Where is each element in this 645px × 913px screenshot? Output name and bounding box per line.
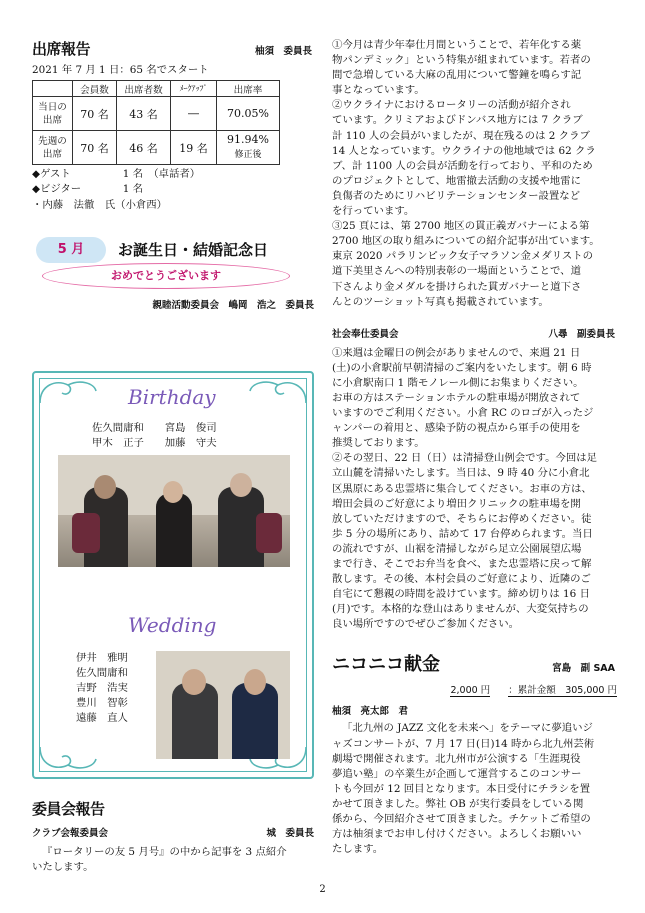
social-service-text (332, 346, 617, 633)
text-line: まで行き、そこでお弁当を食べ、また忠霊塔に戻って解 (332, 558, 592, 570)
left-column (32, 38, 314, 874)
social-service-title: 社会奉仕委員会 (332, 328, 399, 340)
text-line: トも今回が 12 回目となります。本日受付にチラシを置 (332, 782, 590, 795)
text-line: 推奨しております。 (332, 437, 425, 450)
text-line: いますのでご利用ください。小倉 RC のロゴが入ったジ (332, 407, 594, 420)
text-line: (月)です。本格的な登山はありませんが、大変気持ちの (332, 603, 589, 616)
text-line: 14 人となっています。ウクライナの他地域では 62 クラ (332, 144, 596, 157)
celebration-banner (32, 235, 314, 295)
text-line: 負傷者のためにリハビリテーションセンター設置など (332, 189, 581, 202)
month-pill: 5 月 (36, 237, 106, 263)
text-line: 放していただけますので、そちらにお停めください。徒 (332, 512, 592, 525)
attendance-date: 2021 年 7 月 1 日：65 名でスタート (32, 64, 209, 76)
text-line: ③25 頁には、第 2700 地区の貫正義ガバナーによる第 (332, 220, 590, 233)
celebration-frame (32, 371, 314, 779)
table-header (33, 81, 73, 97)
birthday-names: 佐久間庸和 宮島 俊司 甲木 正子 加藤 守夫 (92, 422, 217, 449)
text-line: に小倉駅南口 1 階モノレール側にお集まりください。 (332, 376, 584, 389)
text-line: 「北九州の JAZZ 文化を未来へ」をテーマに夢追いジ (342, 722, 593, 735)
nikoniko-text (332, 721, 617, 857)
text-line: ャンパーの着用と、感染予防の視点から軍手の使用を (332, 422, 581, 435)
total-amount: ：累計金額 305,000 円 (508, 682, 617, 697)
text-line: 間で急増している大麻の乱用について警鐘を鳴らす記 (332, 69, 582, 82)
table-cell: ― (171, 97, 217, 131)
nikoniko-header (332, 650, 617, 676)
text-line: 東京 2020 パラリンピック女子マラソン金メダリストの (332, 250, 594, 263)
text-line: 道下美里さんへの特別表彰の一場面ということで、道 (332, 265, 581, 278)
table-header: 出席率 (217, 81, 280, 97)
text-line: ①来週は金曜日の例会がありませんので、来週 21 日 (332, 346, 581, 359)
committee-report-text: 『ロータリーの友 5 月号』の中から記事を 3 点紹介 いたします。 (32, 846, 287, 874)
text-line: 立山麓を清掃いたします。当日は、9 時 40 分に小倉北 (332, 467, 590, 480)
visitor-name: ・内藤 法徹 氏（小倉西） (32, 198, 168, 211)
table-cell: 91.94% 修正後 (217, 131, 280, 165)
social-service-person: 八尋 副委員長 (548, 328, 615, 340)
social-service-header (332, 326, 617, 342)
text-line: 区黒原にある忠霊塔に集合してください。お車の方は、 (332, 482, 592, 495)
table-header: ﾒｰｸｱｯﾌﾟ (171, 81, 217, 97)
text-line: 係から、今回紹介させて頂きました。チケットご希望の (332, 813, 591, 826)
table-row-label: 先週の 出席 (33, 131, 73, 165)
text-line: 方は柚須までお申し付けください。よろしくお願いい (332, 828, 582, 841)
text-line: ②その翌日、22 日（日）は清掃登山例会です。今回は足 (332, 452, 598, 465)
congrats-oval: おめでとうございます (42, 263, 290, 289)
table-cell: 70 名 (73, 97, 117, 131)
text-line: ブ、計 1100 人の会員が活動を行っており、平和のため (332, 159, 593, 172)
attendance-header (32, 38, 314, 59)
text-line: たします。 (332, 843, 384, 856)
celebration-title: お誕生日・結婚記念日 (118, 240, 269, 259)
celebration-committee: 親睦活動委員会 嶋岡 浩之 委員長 (152, 299, 314, 311)
table-cell: 46 名 (117, 131, 171, 165)
text-line: 夢追い塾」の卒業生が企画して運営するこのコンサー (332, 767, 582, 780)
text-line: 歩 5 分の場所にあり、詰めて 17 台停められます。当日 (332, 527, 593, 540)
text-line: ています。クリミアおよびドンバス地方には 7 クラブ (332, 114, 583, 127)
club-newsletter-title: クラブ会報委員会 (32, 828, 109, 839)
text-line: 良い場所ですのでぜひご参加ください。 (332, 618, 520, 631)
amount: 2,000 円 (450, 682, 490, 697)
text-line: んとのツーショット写真も掲載されています。 (332, 295, 549, 308)
text-line: ②ウクライナにおけるロータリーの活動が紹介され (332, 99, 571, 112)
club-newsletter-person: 城 委員長 (266, 828, 314, 839)
table-cell: 70.05% (217, 97, 280, 131)
ornament-icon (248, 377, 308, 405)
text-line: お車の方はステーションホテルの駐車場が開放されて (332, 391, 581, 404)
page-number: 2 (319, 884, 326, 895)
text-line: かせて頂きました。弊社 OB が実行委員をしている関 (332, 797, 584, 810)
attendance-person: 柚須 委員長 (254, 46, 312, 57)
donor-name: 柚須 亮太郎 君 (332, 706, 409, 718)
text-line: 劇場で開催されます。北九州市が公演する「生涯現役 (332, 752, 581, 765)
nikoniko-person: 宮島 副 SAA (552, 663, 615, 675)
visitor-line: ◆ビジター 1 名 (32, 183, 144, 196)
text-line: 散します。その後、本村会員のご好意により、近隣のご (332, 573, 591, 586)
table-row-label: 当日の 出席 (33, 97, 73, 131)
right-column (332, 38, 617, 857)
text-line: を行っています。 (332, 205, 415, 218)
wedding-names: 伊井 雅明 佐久間庸和 吉野 浩実 豊川 智彰 遠藤 直人 (76, 652, 128, 724)
text-line: 事となっています。 (332, 84, 425, 97)
birthday-heading: Birthday (128, 385, 216, 409)
text-line: 計 110 人の会員がいましたが、現在残るのは 2 クラブ (332, 129, 590, 142)
text-line: の流れですが、山裾を清掃しながら足立公園展望広場 (332, 542, 582, 555)
table-cell: 19 名 (171, 131, 217, 165)
text-line: ①今月は青少年奉仕月間ということで、若年化する薬 (332, 39, 582, 51)
committee-report-title: 委員会報告 (32, 800, 105, 818)
table-cell: 43 名 (117, 97, 171, 131)
guest-line: ◆ゲスト 1 名 （卓話者） (32, 168, 201, 181)
attendance-table (32, 80, 280, 165)
text-line: 自宅にて懇親の時間を設けています。締め切りは 16 日 (332, 588, 590, 601)
wedding-heading: Wedding (128, 613, 217, 637)
text-line: 増田会員のご好意により増田クリニックの駐車場を開 (332, 497, 581, 510)
text-line: 物パンデミック」という特集が組まれています。若者の (332, 54, 591, 67)
text-line: 下さんより金メダルを掛けられた貫ガバナーと道下さ (332, 280, 582, 293)
table-header: 会員数 (73, 81, 117, 97)
ornament-icon (38, 377, 98, 405)
text-line: (土)の小倉駅前早朝清掃のご案内をいたします。朝 6 時 (332, 361, 592, 374)
club-newsletter-articles (332, 38, 617, 310)
attendance-title: 出席報告 (32, 40, 91, 58)
text-line: ャズコンサートが、7 月 17 日(日)14 時から北九州芸術 (332, 737, 595, 750)
table-cell: 70 名 (73, 131, 117, 165)
table-header: 出席者数 (117, 81, 171, 97)
club-newsletter-header (32, 825, 314, 841)
amount-row (332, 682, 617, 697)
text-line: のプロジェクトとして、地雷撤去活動の支援や地雷に (332, 174, 581, 187)
committee-report (32, 798, 314, 875)
ornament-icon (38, 745, 98, 773)
nikoniko-title: ニコニコ献金 (332, 654, 440, 676)
text-line: 2700 地区の取り組みについての紹介記事が出ています。 (332, 235, 600, 248)
birthday-photo (58, 455, 290, 567)
wedding-photo (156, 651, 290, 759)
